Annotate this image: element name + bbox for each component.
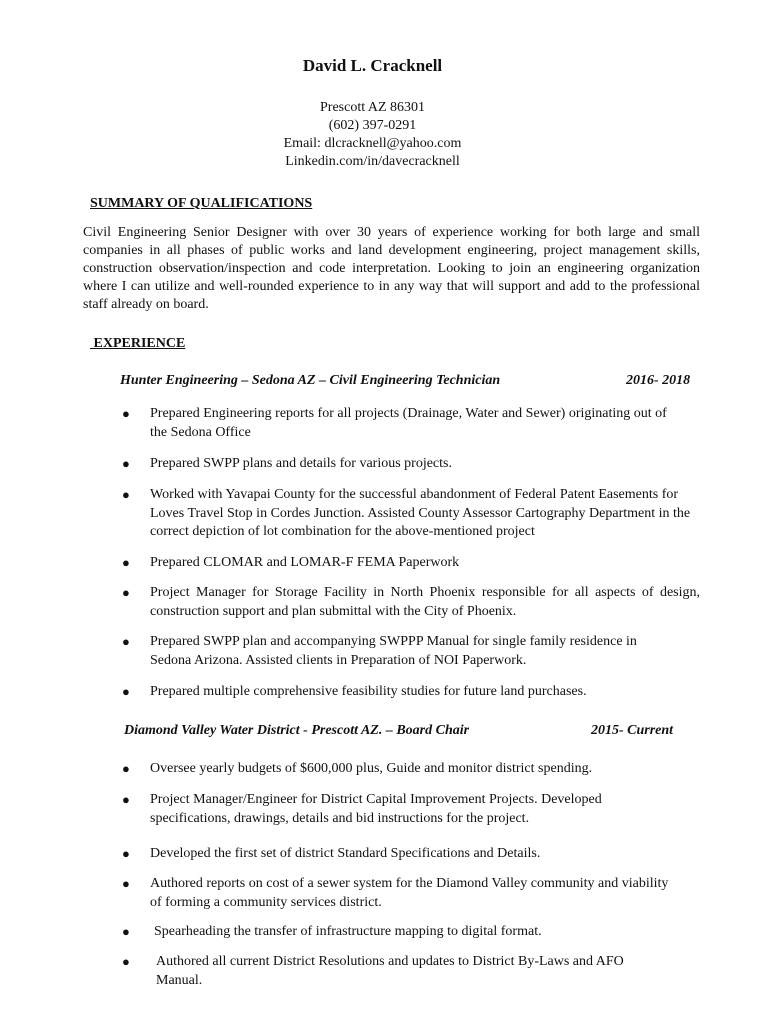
list-item-text: Prepared Engineering reports for all projects (Drainage, Water and Sewer) originating out of the Sedona Office (150, 406, 667, 440)
bullet-icon: ● (122, 684, 130, 699)
list-item-text: Developed the first set of district Standard Specifications and Details. (150, 846, 541, 861)
summary-text: Civil Engineering Senior Designer with over 30 years of experience working for both large and small companies in all phases of public works and land development engineering, project management skills, construction observation/inspection and code interpretation. Looking to join an engineering organization where I can utilize and well-rounded experience to in any way that will support and add to the professional staff already on board. (83, 225, 700, 312)
contact-email: Email: dlcracknell@yahoo.com (283, 136, 462, 151)
candidate-name: David L. Cracknell (302, 56, 443, 75)
job-title: Hunter Engineering – Sedona AZ – Civil Engineering Technician (120, 373, 501, 388)
job-dates: 2015- Current (591, 723, 674, 738)
list-item-text: Prepared CLOMAR and LOMAR-F FEMA Paperwork (150, 555, 460, 570)
experience-heading: EXPERIENCE (90, 336, 186, 351)
contact-linkedin: Linkedin.com/in/davecracknell (285, 154, 460, 169)
bullet-icon: ● (122, 585, 130, 600)
contact-location: Prescott AZ 86301 (320, 100, 425, 115)
list-item-text: Project Manager for Storage Facility in North Phoenix responsible for all aspects of design, construction support and plan submittal with the City of Phoenix. (150, 585, 700, 619)
job-dates: 2016- 2018 (626, 373, 691, 388)
bullet-icon: ● (122, 406, 130, 421)
list-item-text: Project Manager/Engineer for District Capital Improvement Projects. Developed specifications, drawings, details and bid instructions for the project. (150, 792, 602, 826)
list-item-text: Prepared SWPP plans and details for various projects. (150, 456, 452, 471)
bullet-icon: ● (122, 555, 130, 570)
list-item-text: Authored all current District Resolutions and updates to District By-Laws and AFO Manual. (156, 954, 624, 988)
list-item-text: Spearheading the transfer of infrastructure mapping to digital format. (154, 924, 542, 939)
list-item-text: Worked with Yavapai County for the successful abandonment of Federal Patent Easements for Loves Travel Stop in Cordes Junction. Assisted County Assessor Cartography Department in the correct depiction of lot combination for the above-mentioned project (150, 487, 691, 539)
bullet-icon: ● (122, 456, 130, 471)
list-item-text: Oversee yearly budgets of $600,000 plus, Guide and monitor district spending. (150, 761, 593, 776)
bullet-icon: ● (122, 846, 130, 861)
bullet-icon: ● (122, 876, 130, 891)
bullet-icon: ● (122, 924, 130, 939)
list-item-text: Prepared SWPP plan and accompanying SWPPP Manual for single family residence in Sedona Arizona. Assisted clients in Preparation of NOI Paperwork. (150, 634, 637, 668)
list-item-text: Prepared multiple comprehensive feasibility studies for future land purchases. (150, 684, 587, 699)
contact-phone: (602) 397-0291 (328, 118, 417, 133)
contact-block (0, 99, 745, 171)
bullet-icon: ● (122, 761, 130, 776)
bullet-icon: ● (122, 487, 130, 502)
bullet-icon: ● (122, 792, 130, 807)
bullet-icon: ● (122, 954, 130, 969)
list-item-text: Authored reports on cost of a sewer system for the Diamond Valley community and viability of forming a community services district. (150, 876, 669, 910)
job-title: Diamond Valley Water District - Prescott AZ. – Board Chair (124, 723, 470, 738)
bullet-icon: ● (122, 634, 130, 649)
summary-heading: SUMMARY OF QUALIFICATIONS (90, 196, 313, 211)
